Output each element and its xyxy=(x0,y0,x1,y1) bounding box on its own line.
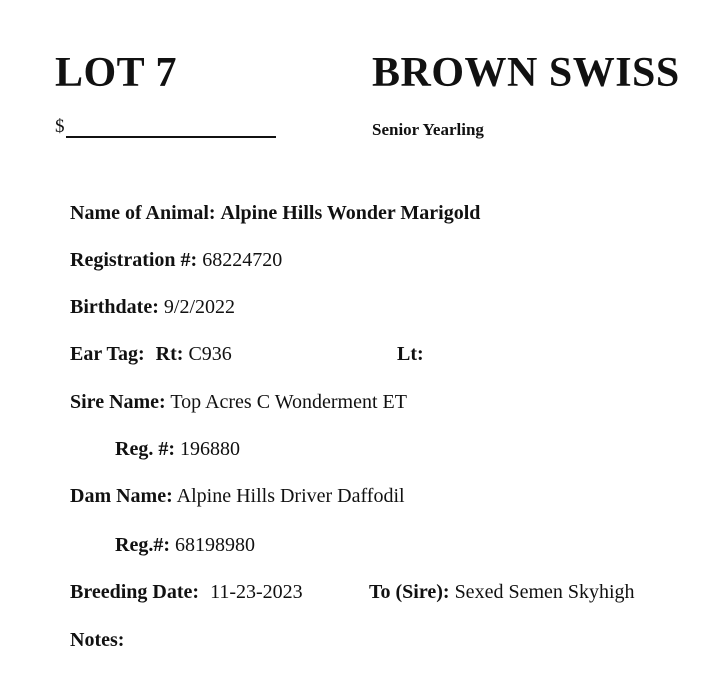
to-sire-value: Sexed Semen Skyhigh xyxy=(454,581,635,603)
sire-reg-value: 196880 xyxy=(179,438,240,460)
registration-value: 68224720 xyxy=(202,249,283,271)
animal-name-value: Alpine Hills Wonder Marigold xyxy=(220,202,481,224)
to-sire-label: To (Sire): xyxy=(369,581,450,603)
dam-name-value: Alpine Hills Driver Daffodil xyxy=(176,485,405,507)
sire-reg-row xyxy=(115,437,240,461)
lot-number: LOT 7 xyxy=(55,50,177,96)
price-field xyxy=(55,116,276,138)
class-label: Senior Yearling xyxy=(372,120,484,139)
birthdate-row xyxy=(70,295,235,319)
registration-label: Registration #: xyxy=(70,249,198,271)
to-sire-row xyxy=(369,580,635,604)
ear-tag-rt-label: Rt: xyxy=(155,343,184,365)
dam-name-label: Dam Name: xyxy=(70,485,173,507)
notes-row xyxy=(70,628,124,652)
birthdate-value: 9/2/2022 xyxy=(163,296,236,318)
registration-row xyxy=(70,248,282,272)
notes-label: Notes: xyxy=(70,629,125,651)
ear-tag-lt-label: Lt: xyxy=(397,343,424,365)
dam-reg-value: 68198980 xyxy=(174,534,255,556)
sire-name-label: Sire Name: xyxy=(70,391,166,413)
dam-reg-label: Reg.#: xyxy=(115,534,170,556)
breeding-date-label: Breeding Date: xyxy=(70,581,200,603)
currency-symbol: $ xyxy=(55,116,65,137)
animal-name-label: Name of Animal: xyxy=(70,202,216,224)
birthdate-label: Birthdate: xyxy=(70,296,159,318)
dam-row xyxy=(70,484,405,508)
sire-name-value: Top Acres C Wonderment ET xyxy=(170,391,407,413)
ear-tag-label: Ear Tag: xyxy=(70,343,145,365)
dam-reg-row xyxy=(115,533,255,557)
breeding-date-row xyxy=(70,580,303,604)
breeding-date-value: 11-23-2023 xyxy=(210,581,303,603)
ear-tag-row xyxy=(70,342,232,366)
sire-row xyxy=(70,390,407,414)
sire-reg-label: Reg. #: xyxy=(115,438,175,460)
ear-tag-rt-value: C936 xyxy=(188,343,232,365)
breed-title: BROWN SWISS xyxy=(372,50,680,96)
ear-tag-lt xyxy=(397,342,424,366)
animal-name-row xyxy=(70,201,480,225)
price-blank-line xyxy=(66,118,276,138)
